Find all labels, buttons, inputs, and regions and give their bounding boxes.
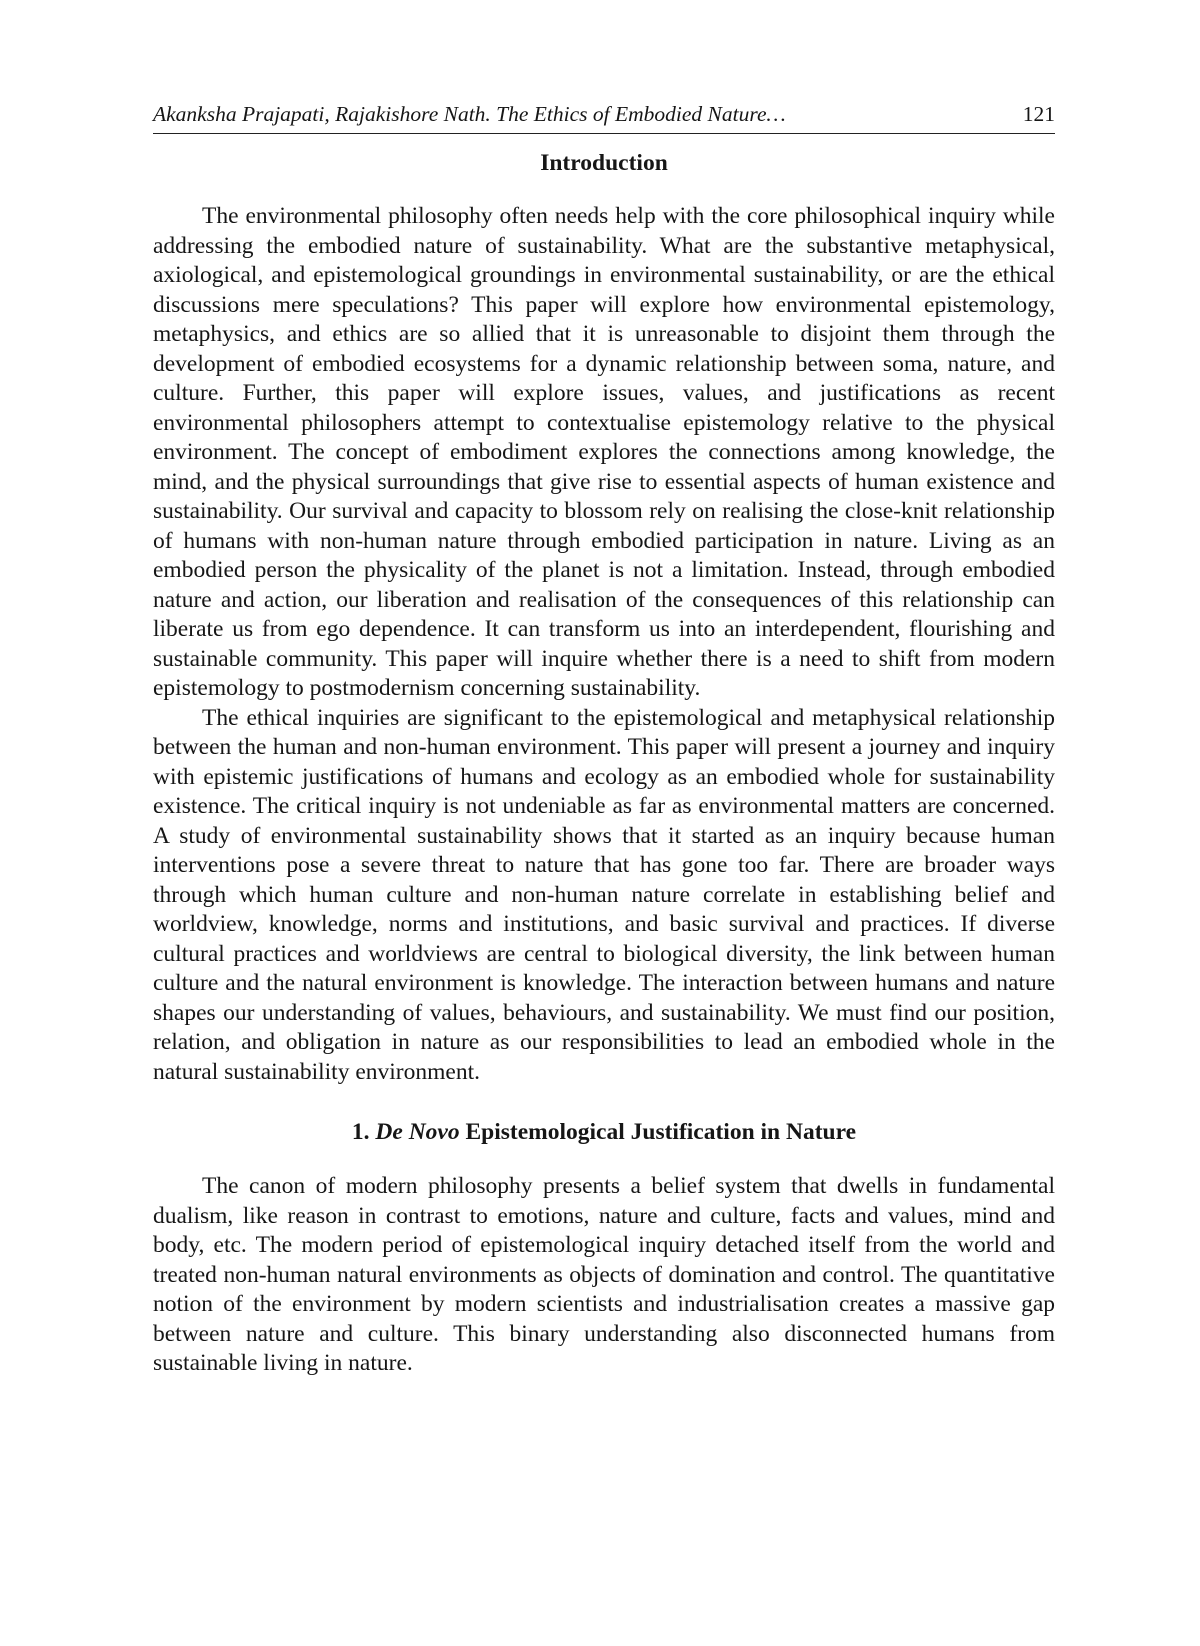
page-number: 121 [1022, 102, 1055, 126]
introduction-paragraph-1: The environmental philosophy often needs help with the core philosophical inquiry while addressing the embodied nature of sustainability. What are the substantive metaphysical, axiological, and epistemological groundings in environmental sustainability, or are the ethical discussions mere speculations? This paper will explore how environmental epistemology, metaphysics, and ethics are so allied that it is unreasonable to disjoint them through the development of embodied ecosystems for a dynamic relationship between soma, nature, and culture. Further, this paper will explore issues, values, and justifications as recent environmental philosophers attempt to contextualise epistemology relative to the physical environment. The concept of embodiment explores the connections among knowledge, the mind, and the physical surroundings that give rise to essential aspects of human existence and sustainability. Our survival and capacity to blossom rely on realising the close-knit relationship of humans with non-human nature through embodied participation in nature. Living as an embodied person the physicality of the planet is not a limitation. Instead, through embodied nature and action, our liberation and realisation of the consequences of this relationship can liberate us from ego dependence. It can transform us into an interdependent, flourishing and sustainable community. This paper will inquire whether there is a need to shift from modern epistemology to postmodernism concerning sustainability. [153, 203, 1055, 701]
running-header [153, 100, 1055, 134]
section-1-title: Epistemological Justification in Nature [465, 1119, 857, 1145]
page [153, 100, 1055, 1379]
section-1-number: 1. [351, 1119, 370, 1145]
section-1-title-italic: De Novo [375, 1119, 460, 1145]
section-1-paragraph-1: The canon of modern philosophy presents a belief system that dwells in fundamental dualism, like reason in contrast to emotions, nature and culture, facts and values, mind and body, etc. The modern period of epistemological inquiry detached itself from the world and treated non-human natural environments as objects of domination and control. The quantitative notion of the environment by modern scientists and industrialisation creates a massive gap between nature and culture. This binary understanding also disconnected humans from sustainable living in nature. [153, 1173, 1055, 1376]
introduction-paragraph-2: The ethical inquiries are significant to the epistemological and metaphysical relationship between the human and non-human environment. This paper will present a journey and inquiry with epistemic justifications of humans and ecology as an embodied whole for sustainability existence. The critical inquiry is not undeniable as far as environmental matters are concerned. A study of environmental sustainability shows that it started as an inquiry because human interventions pose a severe threat to nature that has gone too far. There are broader ways through which human culture and non-human nature correlate in establishing belief and worldview, knowledge, norms and institutions, and basic survival and practices. If diverse cultural practices and worldviews are central to biological diversity, the link between human culture and the natural environment is knowledge. The interaction between humans and nature shapes our understanding of values, behaviours, and sustainability. We must find our position, relation, and obligation in nature as our responsibilities to lead an embodied whole in the natural sustainability environment. [153, 704, 1055, 1085]
running-header-title: Akanksha Prajapati, Rajakishore Nath. The Ethics of Embodied Nature… [153, 102, 786, 126]
introduction-heading: Introduction [540, 150, 668, 176]
section-1-heading [153, 1117, 1055, 1147]
